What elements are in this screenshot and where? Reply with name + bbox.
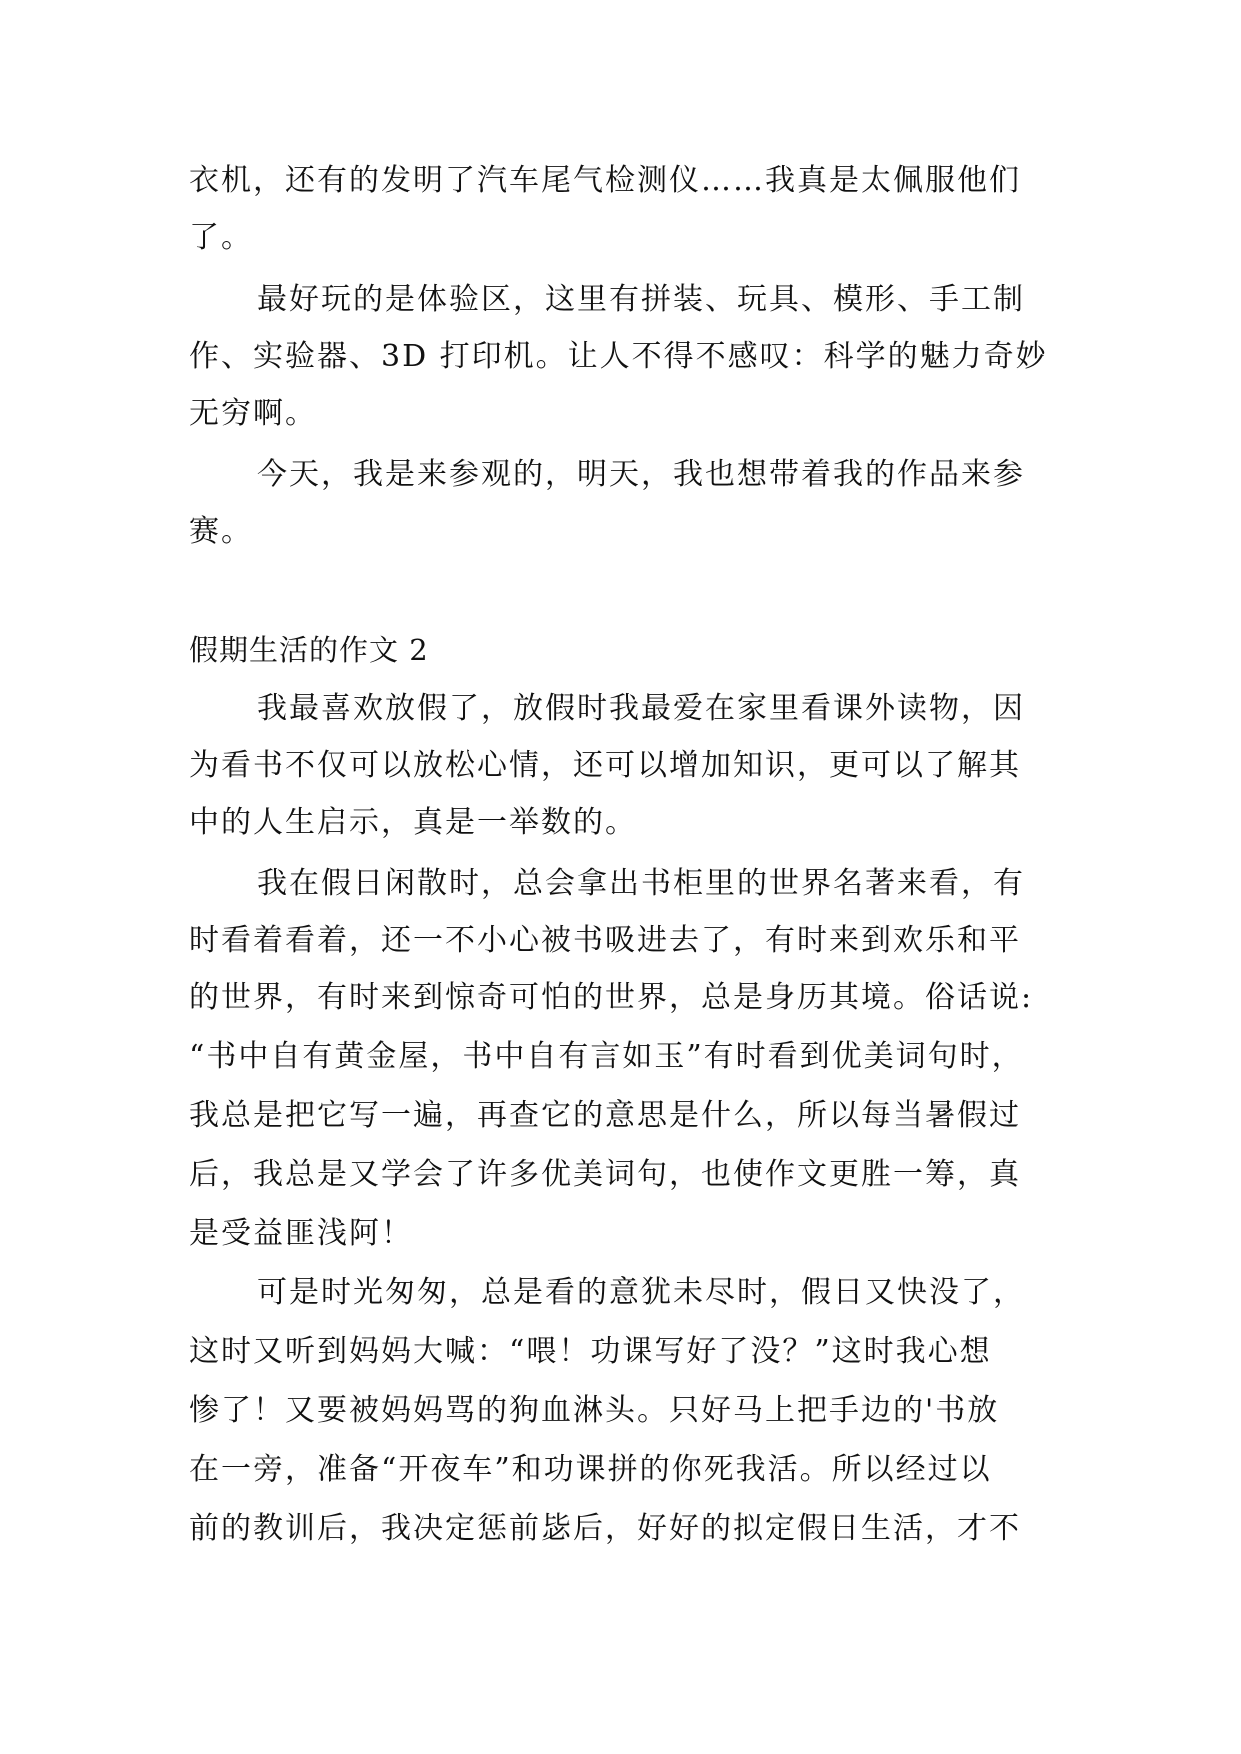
paragraph-first-line: 今天，我是来参观的，明天，我也想带着我的作品来参 [257, 457, 1025, 492]
text-line: 的世界，有时来到惊奇可怕的世界，总是身历其境。俗话说: [189, 980, 1034, 1015]
text-line: 是受益匪浅阿！ [189, 1216, 413, 1251]
paragraph-first-line: 我最喜欢放假了，放假时我最爱在家里看课外读物，因 [257, 691, 1025, 726]
paragraph-first-line: 可是时光匆匆，总是看的意犹未尽时，假日又快没了， [257, 1275, 1025, 1310]
text-line: 在一旁，准备“开夜车”和功课拼的你死我活。所以经过以 [189, 1452, 992, 1487]
text-line: 前的教训后，我决定惩前毖后，好好的拟定假日生活，才不 [189, 1511, 1021, 1546]
text-line: 无穷啊。 [189, 396, 317, 431]
text-line: 作、实验器、3D 打印机。让人不得不感叹：科学的魅力奇妙 [189, 339, 1048, 374]
text-line: 了。 [189, 220, 253, 255]
paragraph-first-line: 最好玩的是体验区，这里有拼装、玩具、模形、手工制 [257, 282, 1025, 317]
section-title: 假期生活的作文 2 [189, 633, 429, 667]
text-line: 后，我总是又学会了许多优美词句，也使作文更胜一筹，真 [189, 1157, 1021, 1192]
text-line: 赛。 [189, 514, 253, 549]
paragraph-first-line: 我在假日闲散时，总会拿出书柜里的世界名著来看，有 [257, 866, 1025, 901]
text-line: 衣机，还有的发明了汽车尾气检测仪……我真是太佩服他们 [189, 163, 1021, 198]
text-line: 我总是把它写一遍，再查它的意思是什么，所以每当暑假过 [189, 1098, 1021, 1133]
text-line: “书中自有黄金屋，书中自有言如玉”有时看到优美词句时， [189, 1039, 1024, 1074]
text-line: 时看着看着，还一不小心被书吸进去了，有时来到欢乐和平 [189, 923, 1021, 958]
text-line: 中的人生启示，真是一举数的。 [189, 805, 637, 840]
text-line: 这时又听到妈妈大喊：“喂！功课写好了没？”这时我心想 [189, 1334, 992, 1369]
text-line: 为看书不仅可以放松心情，还可以增加知识，更可以了解其 [189, 748, 1021, 783]
text-line: 惨了！又要被妈妈骂的狗血淋头。只好马上把手边的'书放 [189, 1393, 1000, 1428]
